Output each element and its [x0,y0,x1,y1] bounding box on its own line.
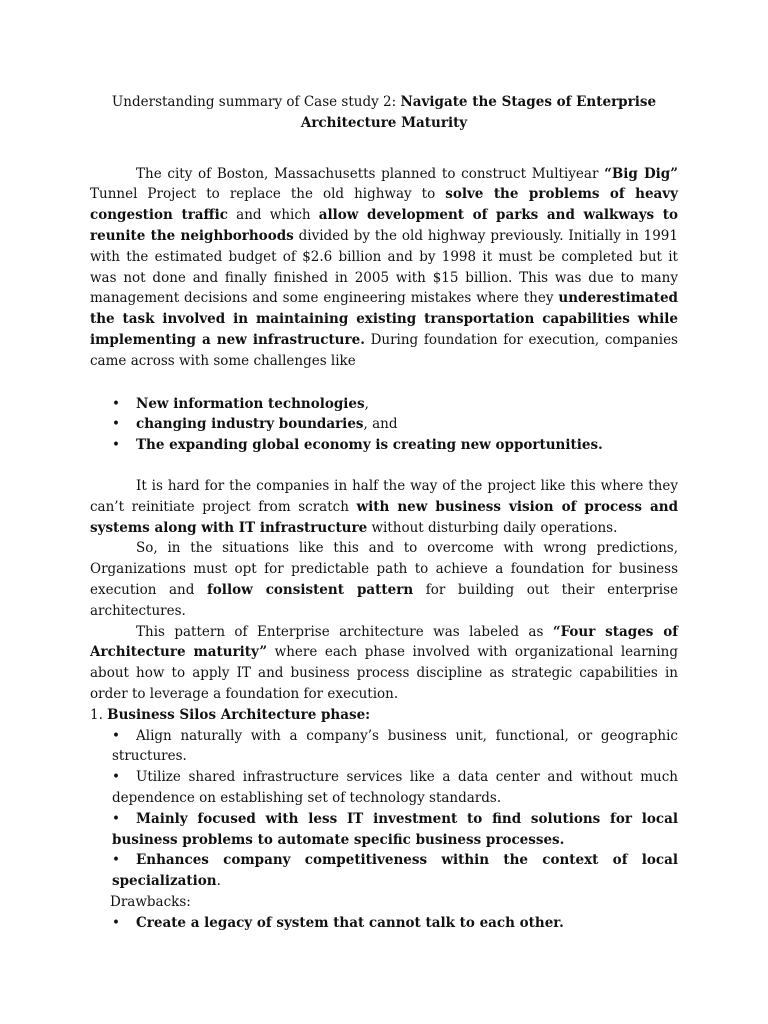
drawbacks-label: Drawbacks: [110,893,191,910]
pattern-paragraph: So, in the situations like this and to overcome with wrong predictions, Organizations must opt for predictable path to achieve a foundation for business execution and follow consistent pattern for building out their enterprise architectures. [90,540,678,619]
document-body [90,92,678,933]
list-item: • Utilize shared infrastructure services like a data center and without much dependence on establishing set of technology standards. [112,769,678,806]
bullet-icon: • [112,437,120,454]
title-bold-line2: Architecture Maturity [300,114,468,131]
phase-1-heading: 1. Business Silos Architecture phase: [90,706,371,723]
restart-paragraph: It is hard for the companies in half the way of the project like this where they can’t reinitiate project from scratch with new business vision of process and systems along with IT infrastructure without disturbing daily operations. [90,477,679,536]
list-item: • Mainly focused with less IT investment to find solutions for local business problems to automate specific business processes. [112,810,678,848]
list-item: • changing industry boundaries, and [90,414,678,435]
bullet-icon: • [112,769,120,786]
bullet-icon: • [112,395,120,412]
four-stages-paragraph: This pattern of Enterprise architecture was labeled as “Four stages of Architecture maturity” where each phase involved with organizational learning about how to apply IT and business process discipline as strategic capabilities in order to leverage a foundation for execution. [90,623,679,702]
list-item: • Create a legacy of system that cannot talk to each other. [90,913,678,934]
list-item: • The expanding global economy is creating new opportunities. [90,435,678,456]
bullet-icon: • [112,727,120,744]
bullet-icon: • [112,914,120,931]
bullet-icon: • [112,852,120,869]
document-title [90,92,678,134]
list-item: • Enhances company competitiveness within the context of local specialization. [112,852,678,890]
drawbacks-list [90,913,678,934]
list-item: • New information technologies, [90,394,678,415]
bullet-icon: • [112,810,120,827]
phase-1-list [90,726,678,892]
list-item: • Align naturally with a company’s business unit, functional, or geographic structures. [112,727,678,765]
challenges-list [90,394,678,456]
intro-paragraph: The city of Boston, Massachusetts planned to construct Multiyear “Big Dig” Tunnel Project to replace the old highway to solve the problems of heavy congestion traffic and which allow development of parks and walkways to reunite the neighborhoods divided by the old highway previously. Initially in 1991 with the estimated budget of $2.6 billion and by 1998 it must be completed but it was not done and finally finished in 2005 with $15 billion. This was due to many management decisions and some engineering mistakes where they underestimated the task involved in maintaining existing transportation capabilities while implementing a new infrastructure. During foundation for execution, companies came across with some challenges like [90,165,678,369]
title-bold-line1: Navigate the Stages of Enterprise [400,94,657,110]
title-prefix: Understanding summary of Case study 2: [111,94,401,110]
bullet-icon: • [112,416,120,433]
